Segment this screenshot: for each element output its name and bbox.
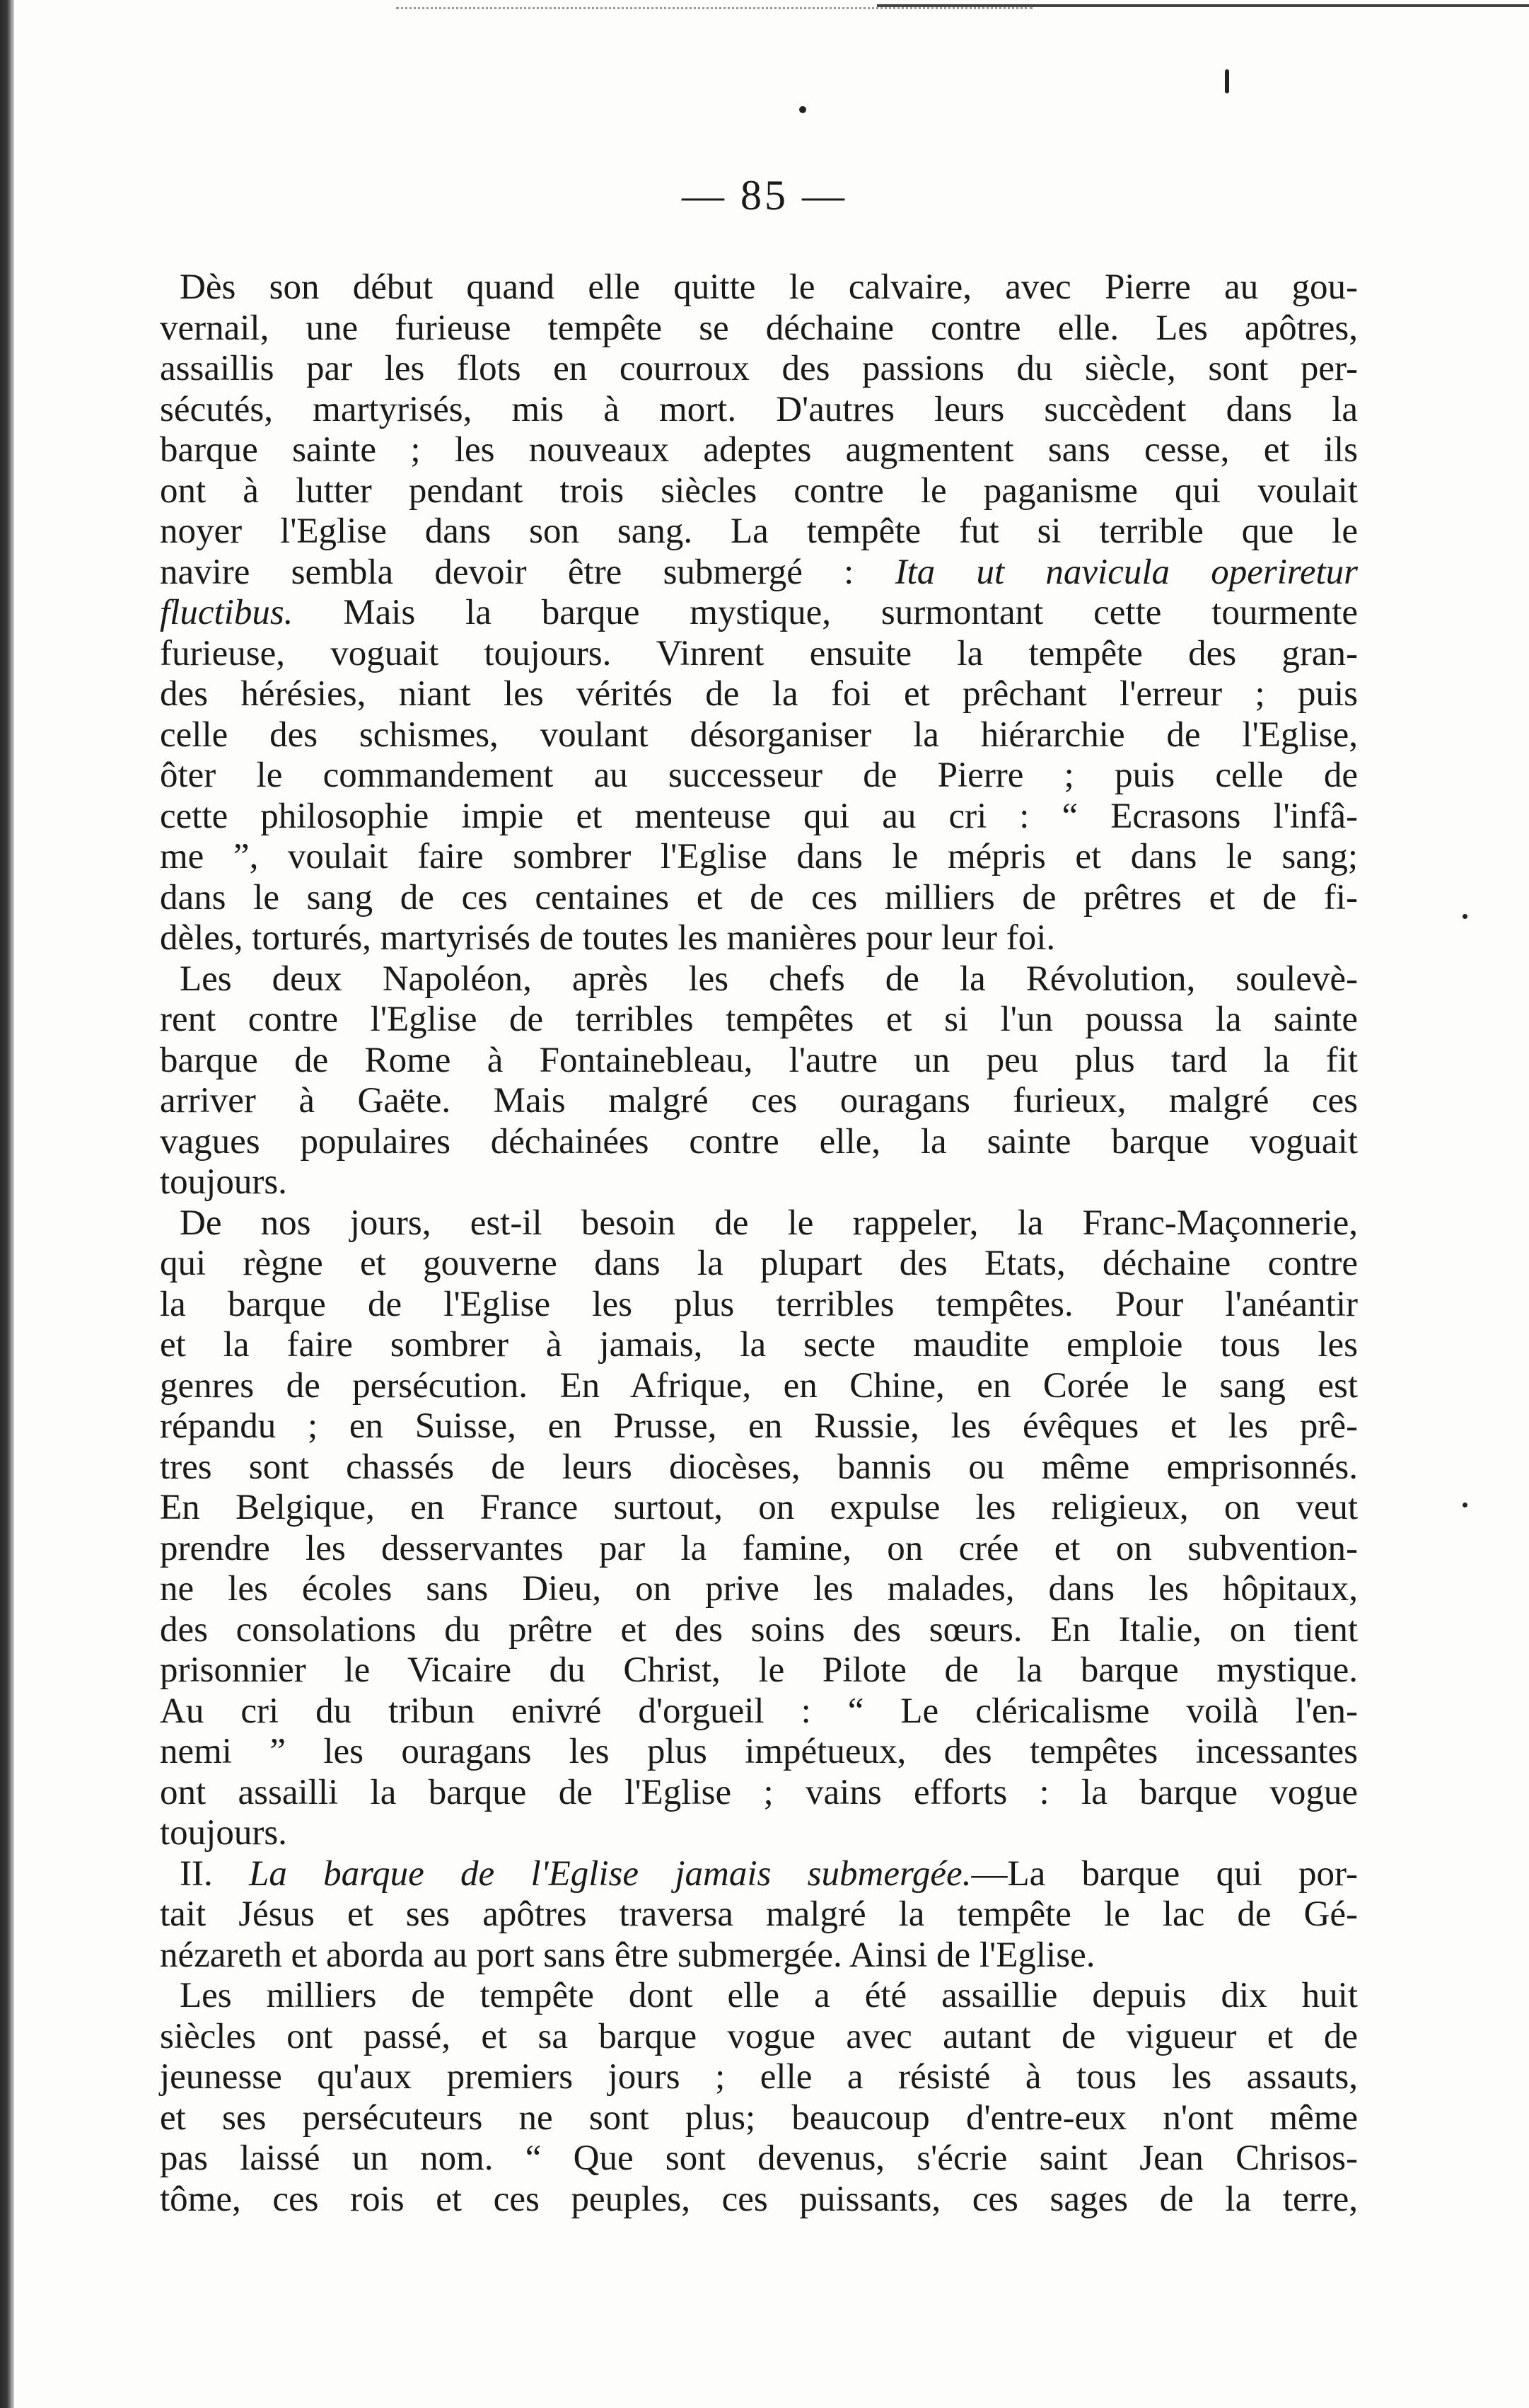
- text-line: nézareth et aborda au port sans être submergée. Ainsi de l'Eglise.: [160, 1935, 1095, 1975]
- text-line: noyer l'Eglise dans son sang. La tempête fut si terrible que le: [160, 511, 1358, 551]
- text-line: tres sont chassés de leurs diocèses, bannis ou même emprisonnés.: [160, 1447, 1358, 1487]
- text-line: ont assailli la barque de l'Eglise ; vains efforts : la barque vogue: [160, 1772, 1358, 1812]
- text-line: barque de Rome à Fontainebleau, l'autre un peu plus tard la fit: [160, 1040, 1358, 1080]
- text-line: prisonnier le Vicaire du Christ, le Pilote de la barque mystique.: [160, 1650, 1358, 1690]
- text-line: furieuse, voguait toujours. Vinrent ensuite la tempête des gran-: [160, 633, 1358, 673]
- text-line: me ”, voulait faire sombrer l'Eglise dans le mépris et dans le sang;: [160, 837, 1358, 876]
- text-line: siècles ont passé, et sa barque vogue avec autant de vigueur et de: [160, 2016, 1358, 2056]
- scan-binding-edge: [0, 0, 14, 2408]
- text-line: cette philosophie impie et menteuse qui au cri : “ Ecrasons l'infâ-: [160, 796, 1358, 836]
- text-line: Dès son début quand elle quitte le calvaire, avec Pierre au gou-: [180, 267, 1358, 307]
- page-number: — 85 —: [682, 172, 847, 219]
- text-line: sécutés, martyrisés, mis à mort. D'autres leurs succèdent dans la: [160, 389, 1358, 429]
- text-line: navire sembla devoir être submergé : Ita ut navicula operiretur: [160, 552, 1358, 592]
- text-line: prendre les desservantes par la famine, on crée et on subvention-: [160, 1528, 1358, 1568]
- text-line: dans le sang de ces centaines et de ces milliers de prêtres et de fi-: [160, 877, 1358, 918]
- text-line: genres de persécution. En Afrique, en Chine, en Corée le sang est: [160, 1365, 1358, 1406]
- text-line: De nos jours, est-il besoin de le rappeler, la Franc-Maçonnerie,: [180, 1203, 1358, 1243]
- text-line: tait Jésus et ses apôtres traversa malgré la tempête le lac de Gé-: [160, 1894, 1358, 1934]
- text-line: tôme, ces rois et ces peuples, ces puissants, ces sages de la terre,: [160, 2179, 1358, 2219]
- text-line: dèles, torturés, martyrisés de toutes les manières pour leur foi.: [160, 918, 1056, 958]
- text-line: et la faire sombrer à jamais, la secte maudite emploie tous les: [160, 1325, 1358, 1365]
- text-line: Au cri du tribun enivré d'orgueil : “ Le cléricalisme voilà l'en-: [160, 1691, 1358, 1731]
- text-line: des consolations du prêtre et des soins des sœurs. En Italie, on tient: [160, 1609, 1358, 1650]
- text-line: rent contre l'Eglise de terribles tempêtes et si l'un poussa la sainte: [160, 1000, 1358, 1039]
- text-line: arriver à Gaëte. Mais malgré ces ouragans furieux, malgré ces: [160, 1081, 1358, 1121]
- text-line: En Belgique, en France surtout, on expulse les religieux, on veut: [160, 1488, 1358, 1527]
- text-line: Les deux Napoléon, après les chefs de la Révolution, soulevè-: [180, 959, 1358, 999]
- text-line: la barque de l'Eglise les plus terribles tempêtes. Pour l'anéantir: [160, 1284, 1358, 1324]
- text-line: II. La barque de l'Eglise jamais submergée.—La barque qui por-: [180, 1853, 1358, 1894]
- text-line: qui règne et gouverne dans la plupart des Etats, déchaine contre: [160, 1244, 1358, 1283]
- text-line: des hérésies, niant les vérités de la foi et prêchant l'erreur ; puis: [160, 674, 1358, 714]
- text-line: pas laissé un nom. “ Que sont devenus, s'écrie saint Jean Chrisos-: [160, 2138, 1358, 2178]
- text-line: ont à lutter pendant trois siècles contre le paganisme qui voulait: [160, 470, 1358, 511]
- text-line: nemi ” les ouragans les plus impétueux, des tempêtes incessantes: [160, 1732, 1358, 1771]
- text-line: fluctibus. Mais la barque mystique, surmontant cette tourmente: [160, 593, 1358, 632]
- text-line: répandu ; en Suisse, en Prusse, en Russie, les évêques et les prê-: [160, 1406, 1358, 1446]
- text-line: vagues populaires déchainées contre elle, la sainte barque voguait: [160, 1121, 1358, 1162]
- scan-speck: [799, 106, 806, 113]
- text-line: et ses persécuteurs ne sont plus; beaucoup d'entre-eux n'ont même: [160, 2097, 1358, 2138]
- scan-top-dots: [396, 7, 1033, 11]
- text-line: ne les écoles sans Dieu, on prive les malades, dans les hôpitaux,: [160, 1569, 1358, 1609]
- text-line: vernail, une furieuse tempête se déchaine contre elle. Les apôtres,: [160, 308, 1358, 348]
- text-line: toujours.: [160, 1162, 287, 1202]
- text-line: jeunesse qu'aux premiers jours ; elle a résisté à tous les assauts,: [160, 2057, 1358, 2097]
- text-line: toujours.: [160, 1813, 287, 1853]
- text-line: celle des schismes, voulant désorganiser la hiérarchie de l'Eglise,: [160, 714, 1358, 755]
- body-text: [160, 267, 1358, 2220]
- text-line: ôter le commandement au successeur de Pierre ; puis celle de: [160, 756, 1358, 795]
- scan-speck: [1225, 69, 1229, 93]
- text-line: Les milliers de tempête dont elle a été assaillie depuis dix huit: [180, 1976, 1358, 2015]
- scan-speck: [1463, 1503, 1467, 1507]
- text-line: barque sainte ; les nouveaux adeptes augmentent sans cesse, et ils: [160, 430, 1358, 470]
- scan-speck: [1463, 914, 1467, 919]
- text-line: assaillis par les flots en courroux des passions du siècle, sont per-: [160, 349, 1358, 388]
